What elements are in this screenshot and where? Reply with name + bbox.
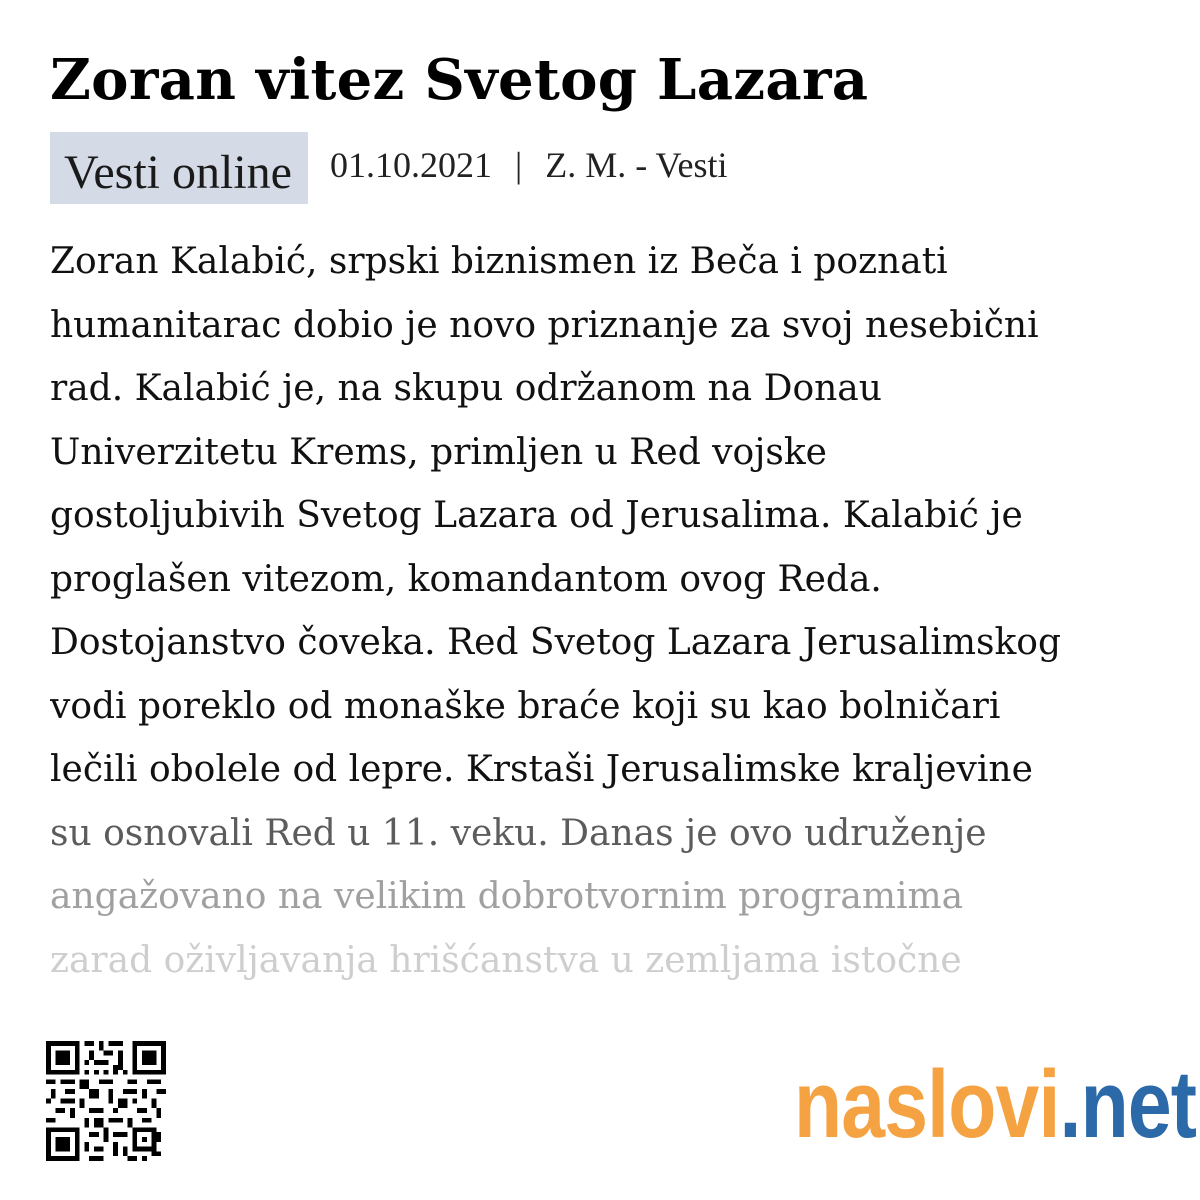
article-title: Zoran vitez Svetog Lazara [50, 47, 869, 113]
body-line: vodi poreklo od monaške braće koji su kao bolničari [50, 685, 1001, 727]
qr-code-icon[interactable] [46, 1038, 166, 1164]
logo-part-naslovi: naslovi [794, 1051, 1060, 1158]
body-line: gostoljubivih Svetog Lazara od Jerusalima. Kalabić je [50, 495, 1023, 536]
body-line: humanitarac dobio je novo priznanje za svoj nesebični [50, 304, 1039, 346]
body-line: lečili obolele od lepre. Krstaši Jerusalimske kraljevine [50, 749, 1033, 790]
article-body [50, 230, 1160, 990]
body-line: Zoran Kalabić, srpski biznismen iz Beča i poznati [50, 241, 948, 282]
meta-separator: | [514, 145, 523, 185]
body-line: proglašen vitezom, komandantom ovog Reda. [50, 558, 882, 600]
body-line: Univerzitetu Krems, primljen u Red vojske [50, 431, 827, 473]
source-badge: Vesti online [50, 132, 308, 204]
body-line: su osnovali Red u 11. veku. Danas je ovo udruženje [50, 812, 987, 854]
body-line: rad. Kalabić je, na skupu održanom na Donau [50, 368, 882, 409]
article-meta [50, 132, 728, 204]
logo-part-net: .net [1059, 1051, 1197, 1158]
body-line: Dostojanstvo čoveka. Red Svetog Lazara Jerusalimskog [50, 622, 1061, 663]
meta-info [330, 132, 728, 198]
publish-date: 01.10.2021 [329, 145, 492, 185]
body-line: angažovano na velikim dobrotvornim programima [50, 876, 964, 917]
author: Z. M. - Vesti [545, 145, 728, 185]
naslovi-logo[interactable] [794, 1040, 1196, 1170]
body-line: zarad oživljavanja hrišćanstva u zemljama istočne [50, 939, 962, 981]
